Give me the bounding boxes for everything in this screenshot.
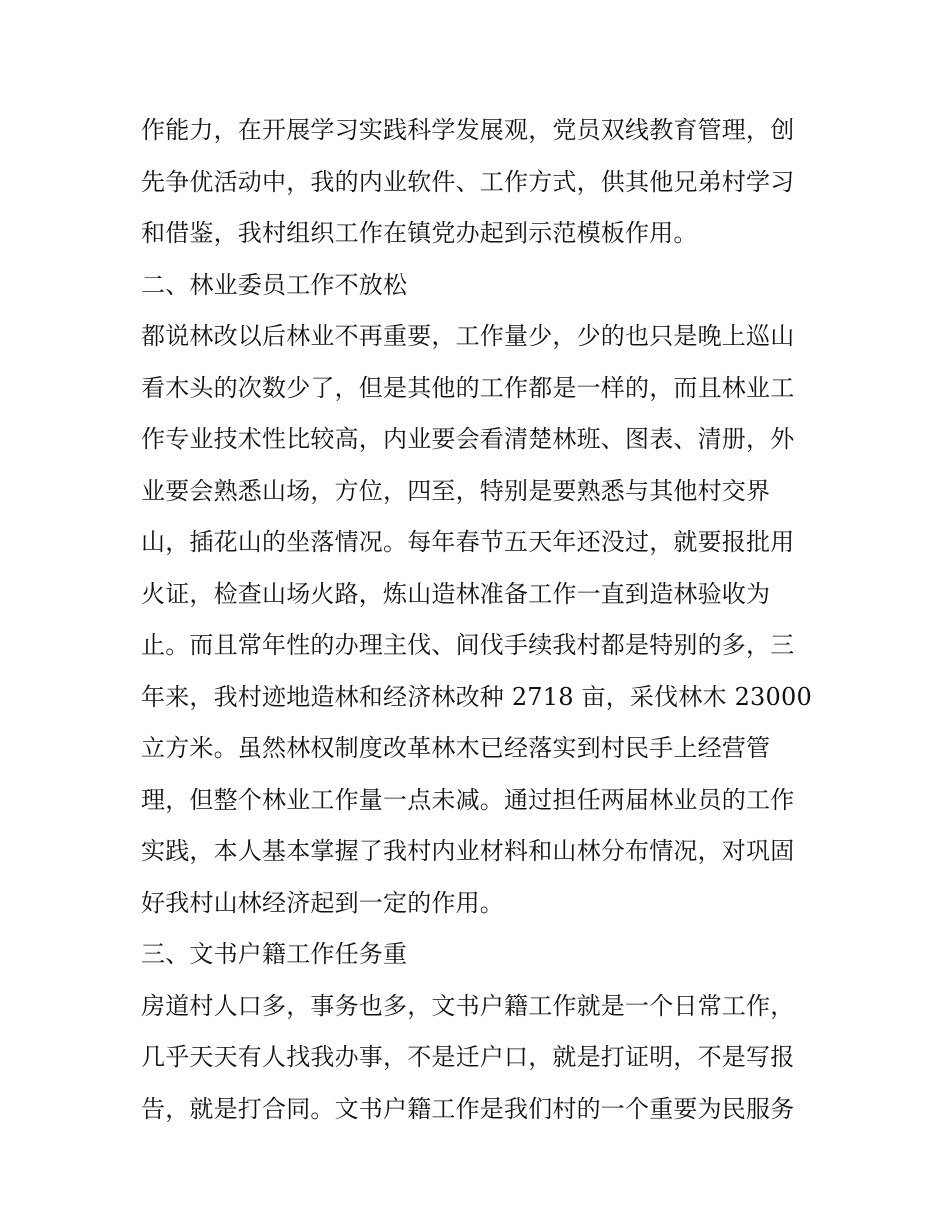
text-line: 年来，我村迹地造林和经济林改种 2718 亩，采伐林木 23000 (141, 682, 812, 711)
text-line: 房道村人口多，事务也多，文书户籍工作就是一个日常工作， (141, 991, 795, 1020)
text-line: 看木头的次数少了，但是其他的工作都是一样的，而且林业工 (141, 373, 795, 402)
text-line: 作能力，在开展学习实践科学发展观，党员双线教育管理，创 (141, 116, 795, 144)
section-heading: 三、文书户籍工作任务重 (141, 940, 408, 968)
text-line: 都说林改以后林业不再重要，工作量少，少的也只是晚上巡山 (141, 322, 795, 350)
text-line: 好我村山林经济起到一定的作用。 (141, 888, 504, 917)
text-line: 火证，检查山场火路，炼山造林准备工作一直到造林验收为 (141, 579, 771, 608)
text-line: 理，但整个林业工作量一点未减。通过担任两届林业员的工作 (141, 785, 795, 814)
text-line: 止。而且常年性的办理主伐、间伐手续我村都是特别的多，三 (141, 631, 795, 659)
text-line: 告，就是打合同。文书户籍工作是我们村的一个重要为民服务 (141, 1094, 795, 1123)
document-page (141, 105, 821, 1135)
text-line: 山，插花山的坐落情况。每年春节五天年还没过，就要报批用 (141, 528, 795, 556)
text-line: 几乎天天有人找我办事，不是迁户口，就是打证明，不是写报 (141, 1043, 795, 1071)
text-line: 实践，本人基本掌握了我村内业材料和山林分布情况，对巩固 (141, 837, 795, 865)
text-line: 先争优活动中，我的内业软件、工作方式，供其他兄弟村学习 (141, 167, 795, 196)
section-heading: 二、林业委员工作不放松 (141, 270, 408, 299)
text-line: 立方米。虽然林权制度改革林木已经落实到村民手上经营管 (141, 734, 771, 762)
text-line: 业要会熟悉山场，方位，四至，特别是要熟悉与其他村交界 (141, 476, 771, 505)
text-line: 作专业技术性比较高，内业要会看清楚林班、图表、清册，外 (141, 425, 795, 453)
text-line: 和借鉴，我村组织工作在镇党办起到示范模板作用。 (141, 219, 698, 247)
